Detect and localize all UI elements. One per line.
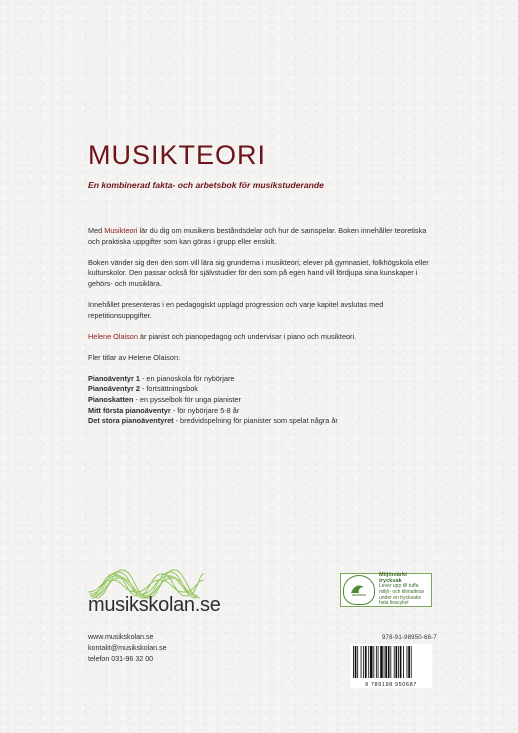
author-name: Helene Olaison — [88, 331, 138, 341]
phone-number: telefon 031-96 32 00 — [88, 655, 154, 663]
contact-info — [88, 632, 167, 665]
description — [88, 226, 438, 427]
publisher-logo — [88, 568, 221, 617]
eco-label-title: Miljömärkt trycksak — [379, 572, 407, 584]
barcode — [350, 644, 432, 688]
logo-wordmark: musikskolan.se — [88, 594, 221, 616]
paragraph-audience: Boken vänder sig den den som vill lära sig grunderna i musikteori; elever på gymnasiet, folkhögskola eller kulturskolor. Den passar också för självstudier för den som på egen hand vill fördjupa sina kunskaper i gehörs- och musiklära. — [88, 257, 429, 288]
list-item: Mitt första pianoäventyr - för nybörjare 5-8 år — [88, 405, 240, 415]
list-item: Det stora pianoäventyret - bredvidspelning för pianister som spelat några år — [88, 416, 338, 426]
book-title: MUSIKTEORI — [88, 140, 267, 170]
list-item: Pianoäventyr 2 - fortsättningsbok — [88, 384, 198, 394]
paragraph-intro: Med Musikteori lär du dig om musikens beståndsdelar och hur de samspelar. Boken innehåller teoretiska och praktiska uppgifter som kan göras i grupp eller enskilt. — [88, 226, 427, 246]
website-link[interactable]: www.musikskolan.se — [88, 633, 154, 641]
barcode-number: 9 789198 950687 — [350, 682, 432, 688]
isbn-number: 978-91-98950-68-7 — [382, 635, 437, 641]
paragraph-structure: Innehållet presenteras i en pedagogiskt upplagd progression och varje kapitel avslutas med repetitionsuppgifter. — [88, 299, 384, 320]
book-subtitle: En kombinerad fakta- och arbetsbok för musikstuderande — [88, 180, 324, 190]
eco-label — [340, 573, 432, 607]
book-name-highlight: Musikteori — [104, 226, 138, 235]
swan-eco-icon — [343, 575, 375, 605]
barcode-icon — [350, 644, 432, 680]
list-item: Pianoäventyr 1 - en pianoskola för nybörjare — [88, 373, 235, 383]
list-item: Pianoskatten - en pysselbok för unga pianister — [88, 395, 241, 405]
email-link[interactable]: kontakt@musikskolan.se — [88, 644, 167, 652]
paragraph-author: Helene Olaison är pianist och pianopedagog och undervisar i piano och musikteori. — [88, 331, 357, 341]
other-titles-list — [88, 374, 438, 427]
paragraph-more-titles: Fler titlar av Helene Olaison: — [88, 352, 181, 362]
eco-label-text: Lever upp till tuffa miljö- och klimatkrav under en trycksaks hela livscykel — [379, 583, 425, 607]
